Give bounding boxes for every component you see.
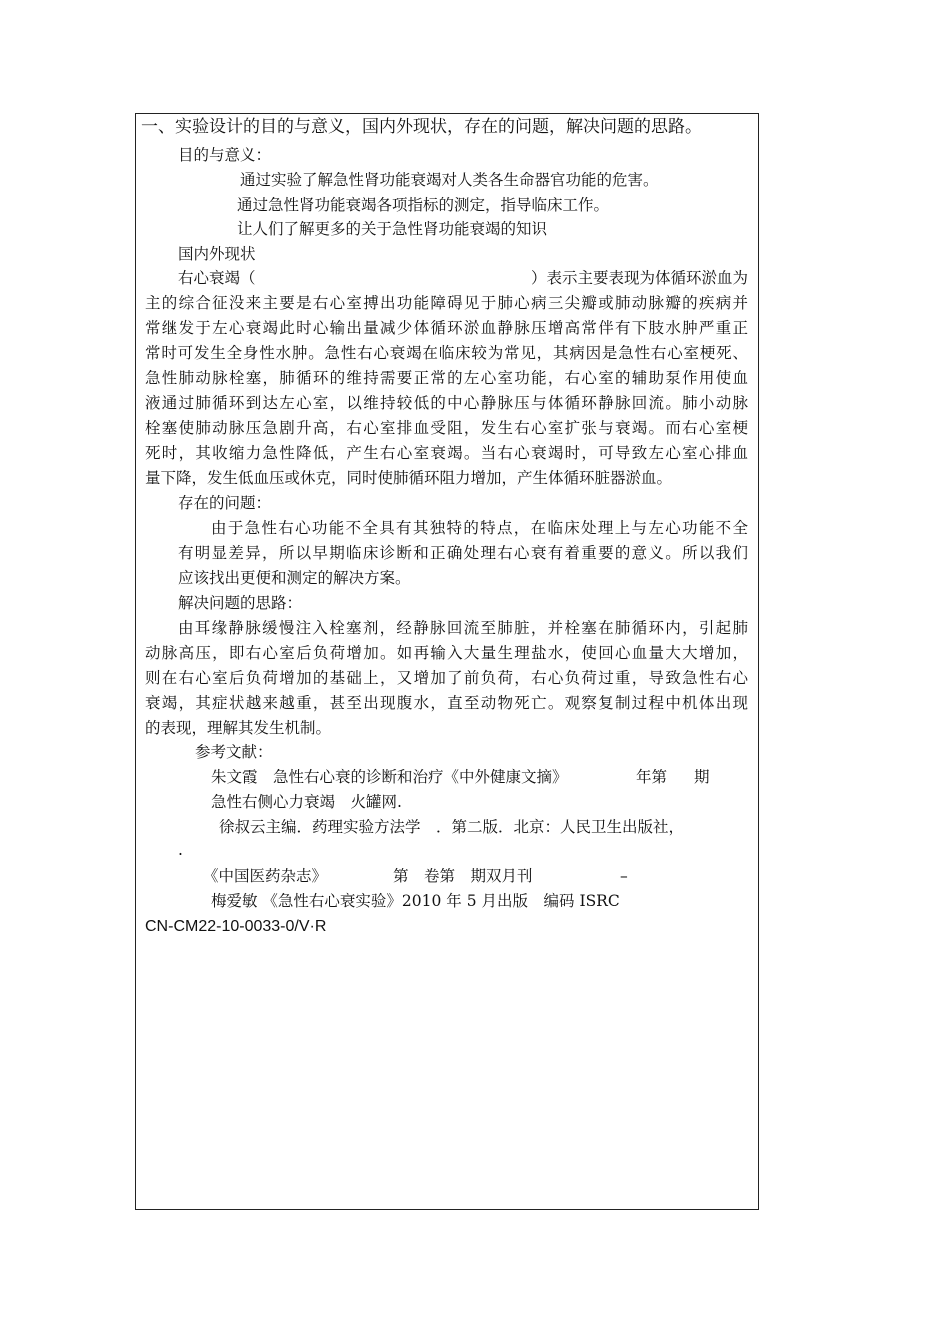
reference-4-text: 《中国医药杂志》 [203, 867, 328, 885]
reference-1-year: 年第 [636, 768, 668, 786]
problems-label: 存在的问题： [178, 494, 272, 512]
status-first-line [178, 268, 748, 288]
reference-5-code: CN-CM22-10-0033-0/V·R [145, 918, 327, 935]
problems-line: 由于急性右心功能不全具有其独特的特点，在临床处理上与左心功能不全 [211, 519, 748, 537]
solution-line: 则在右心室后负荷增加的基础上，又增加了前负荷，右心负荷过重，导致急性右心 [145, 669, 748, 687]
reference-1-issue: 期 [694, 768, 710, 786]
purpose-label: 目的与意义： [178, 146, 272, 164]
reference-1-text: 朱文霞 急性右心衰的诊断和治疗《中外健康文摘》 [211, 768, 568, 786]
status-line: 急性肺动脉栓塞，肺循环的维持需要正常的左心室功能，右心室的辅助泵作用使血 [145, 369, 748, 387]
status-line: 常继发于左心衰竭此时心输出量减少体循环淤血静脉压增高常伴有下肢水肿严重正 [145, 319, 748, 337]
status-line: 主的综合征没来主要是右心室搏出功能障碍见于肺心病三尖瓣或肺动脉瓣的疾病并 [145, 294, 748, 312]
status-first-right: ）表示主要表现为体循环淤血为 [530, 269, 748, 287]
references-label: 参考文献： [195, 743, 273, 761]
reference-4 [203, 866, 327, 886]
status-line: 常时可发生全身性水肿。急性右心衰竭在临床较为常见，其病因是急性右心室梗死、 [145, 344, 748, 362]
purpose-item: 通过实验了解急性肾功能衰竭对人类各生命器官功能的危害。 [240, 171, 659, 189]
status-line: 液通过肺循环到达左心室，以维持较低的中心静脉压与体循环静脉回流。肺小动脉 [145, 394, 748, 412]
status-line: 栓塞使肺动脉压急剧升高，右心室排血受阻，发生右心室扩张与衰竭。而右心室梗 [145, 419, 748, 437]
reference-2: 急性右侧心力衰竭 火罐网. [211, 793, 402, 811]
reference-4-volume: 第 卷第 期双月刊 [393, 867, 533, 885]
reference-4-dash: – [620, 867, 628, 885]
reference-3-tail: . [178, 841, 183, 859]
section-heading: 一、实验设计的目的与意义，国内外现状，存在的问题，解决问题的思路。 [141, 117, 702, 137]
problems-line: 应该找出更便和测定的解决方案。 [178, 569, 411, 587]
status-line: 量下降，发生低血压或休克，同时使肺循环阻力增加，产生体循环脏器淤血。 [145, 469, 673, 487]
purpose-item: 通过急性肾功能衰竭各项指标的测定，指导临床工作。 [237, 196, 610, 214]
purpose-item: 让人们了解更多的关于急性肾功能衰竭的知识 [237, 220, 548, 238]
solution-line: 衰竭，其症状越来越重，甚至出现腹水，直至动物死亡。观察复制过程中机体出现 [145, 694, 748, 712]
status-line: 死时，其收缩力急性降低，产生右心室衰竭。当右心衰竭时，可导致左心室心排血 [145, 444, 748, 462]
reference-5: 梅爱敏 《急性右心衰实验》2010 年 5 月出版 编码 ISRC [211, 892, 620, 910]
solution-line: 的表现，理解其发生机制。 [145, 719, 332, 737]
solution-line: 由耳缘静脉缓慢注入栓塞剂，经静脉回流至肺脏，并栓塞在肺循环内，引起肺 [178, 619, 748, 637]
status-first-left: 右心衰竭（ [178, 269, 256, 287]
solution-label: 解决问题的思路： [178, 594, 303, 612]
status-label: 国内外现状 [178, 245, 256, 263]
solution-line: 动脉高压，即右心室后负荷增加。如再输入大量生理盐水，使回心血量大大增加， [145, 644, 748, 662]
reference-3: 徐叔云主编．药理实验方法学 ．第二版．北京：人民卫生出版社， [219, 818, 685, 836]
problems-line: 有明显差异，所以早期临床诊断和正确处理右心衰有着重要的意义。所以我们 [178, 544, 748, 562]
reference-1 [211, 767, 568, 787]
